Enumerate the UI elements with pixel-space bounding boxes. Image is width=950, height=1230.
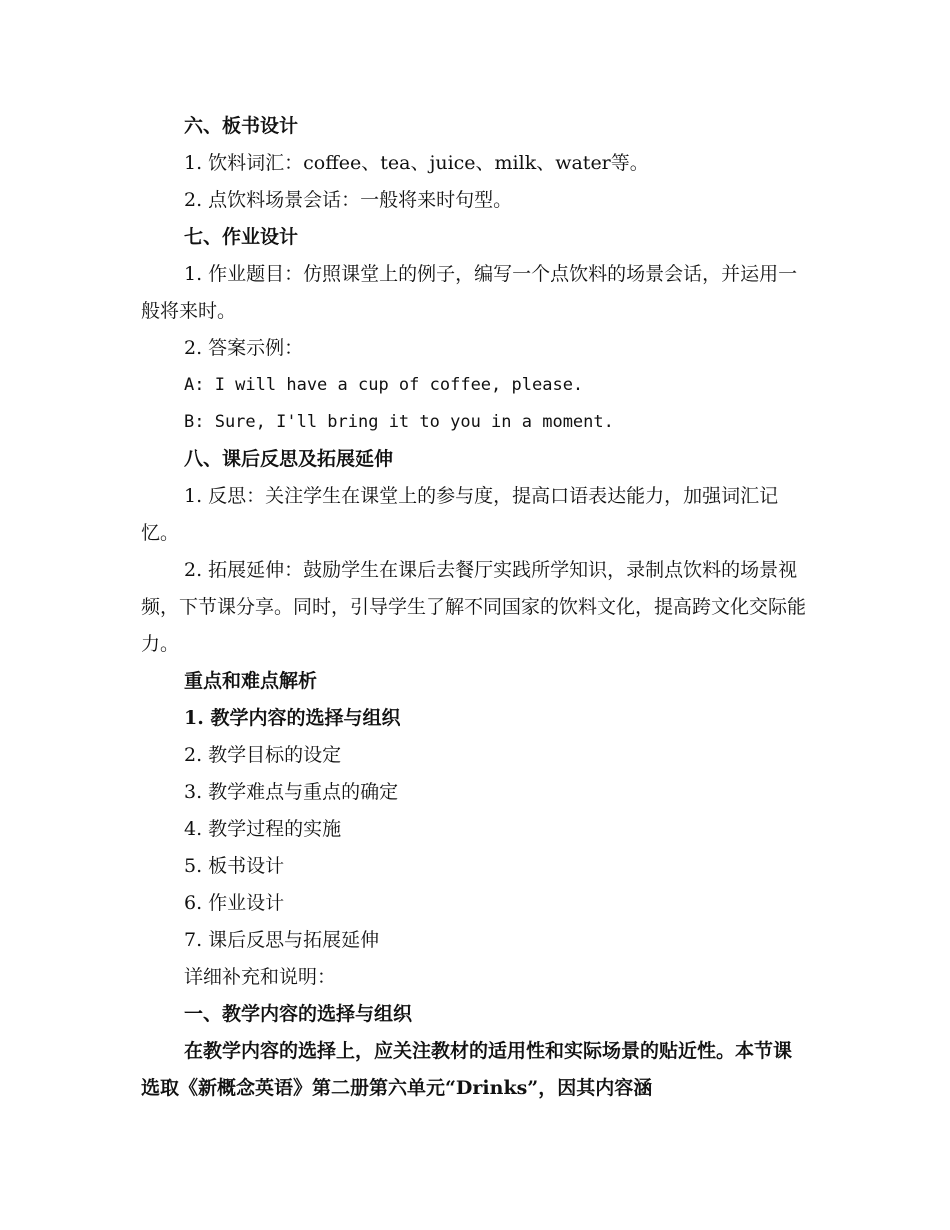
document-page — [141, 108, 807, 1107]
reflection-paragraph: 1. 反思：关注学生在课堂上的参与度，提高口语表达能力，加强词汇记忆。 — [141, 485, 779, 544]
key-point-item-5: 5. 板书设计 — [184, 855, 285, 877]
section-heading-homework: 七、作业设计 — [184, 226, 299, 248]
detail-intro-label: 详细补充和说明： — [184, 966, 337, 988]
content-selection-paragraph: 在教学内容的选择上，应关注教材的适用性和实际场景的贴近性。本节课选取《新概念英语》第二册第六单元“Drinks”，因其内容涵 — [141, 1040, 793, 1099]
key-point-item-1: 1. 教学内容的选择与组织 — [184, 707, 401, 729]
section-heading-content-selection: 一、教学内容的选择与组织 — [184, 1003, 413, 1025]
key-point-item-4: 4. 教学过程的实施 — [184, 818, 342, 840]
section-heading-board-design: 六、板书设计 — [184, 115, 299, 137]
board-item-dialogue: 2. 点饮料场景会话：一般将来时句型。 — [184, 189, 513, 211]
key-point-item-3: 3. 教学难点与重点的确定 — [184, 781, 399, 803]
key-point-item-2: 2. 教学目标的设定 — [184, 744, 342, 766]
homework-answer-label: 2. 答案示例： — [184, 337, 304, 359]
key-point-item-7: 7. 课后反思与拓展延伸 — [184, 929, 380, 951]
board-item-vocabulary: 1. 饮料词汇：coffee、tea、juice、milk、water等。 — [184, 152, 649, 174]
dialogue-line-a: A: I will have a cup of coffee, please. — [184, 375, 584, 395]
homework-task-paragraph: 1. 作业题目：仿照课堂上的例子，编写一个点饮料的场景会话，并运用一般将来时。 — [141, 263, 798, 322]
dialogue-line-b: B: Sure, I'll bring it to you in a moment. — [184, 412, 614, 432]
key-point-item-6: 6. 作业设计 — [184, 892, 285, 914]
section-heading-reflection: 八、课后反思及拓展延伸 — [184, 448, 394, 470]
extension-paragraph: 2. 拓展延伸：鼓励学生在课后去餐厅实践所学知识，录制点饮料的场景视频，下节课分享。同时，引导学生了解不同国家的饮料文化，提高跨文化交际能力。 — [141, 559, 807, 655]
section-heading-key-points: 重点和难点解析 — [184, 670, 318, 692]
